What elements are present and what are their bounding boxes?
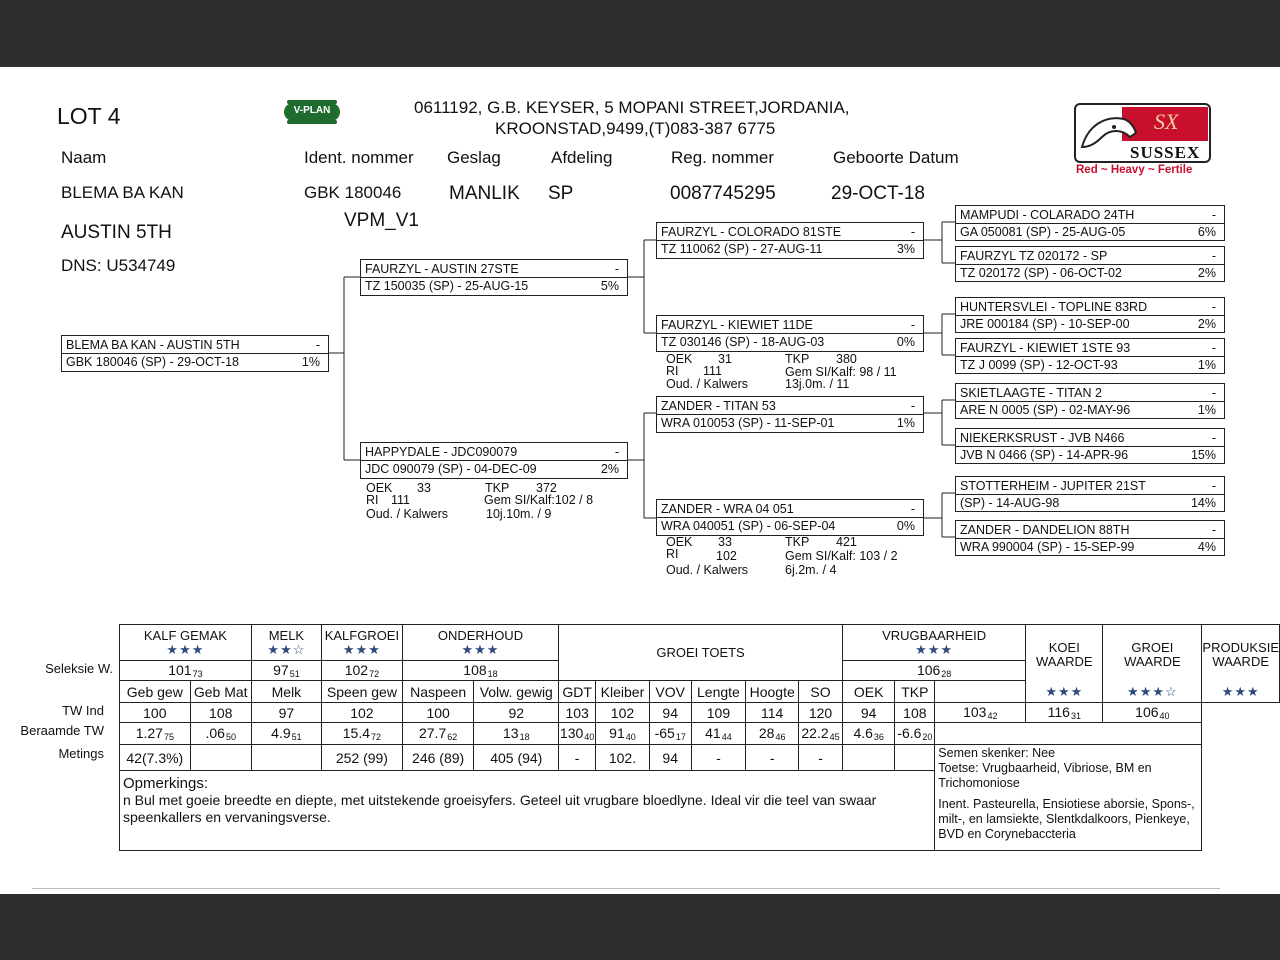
table-cell (895, 745, 935, 771)
index-label: PRODUKSIE WAARDE (1202, 640, 1279, 669)
percentage: 1% (1197, 403, 1216, 417)
col-header: OEK (842, 681, 894, 703)
accuracy: 36 (873, 732, 884, 742)
value: 91 (609, 725, 625, 741)
value-geslag: MANLIK (449, 183, 520, 204)
stat-value: 372 (536, 481, 557, 495)
value-geboorte-datum: 29-OCT-18 (831, 183, 925, 204)
animal-name: SKIETLAAGTE - TITAN 2 (960, 386, 1102, 400)
value: 108 (463, 662, 487, 678)
accuracy: 46 (775, 732, 786, 742)
accuracy: 40 (1159, 711, 1170, 721)
pedigree-dam-dam (656, 499, 924, 536)
group-groei-toets: GROEI TOETS (559, 625, 843, 681)
stat-label: TKP (785, 352, 810, 366)
table-cell: 94 (649, 703, 691, 723)
table-cell: 246 (89) (402, 745, 474, 771)
pedigree-dam-sire (656, 396, 924, 433)
stat-value: 111 (703, 364, 723, 378)
stat-label: RI (666, 364, 679, 378)
index-value-produksie (1103, 703, 1202, 723)
owner-address-line-1: 0611192, G.B. KEYSER, 5 MOPANI STREET,JORDANIA, (414, 98, 850, 117)
percentage: 1% (896, 416, 915, 430)
label-afdeling: Afdeling (551, 148, 613, 167)
animal-name: BLEMA BA KAN - AUSTIN 5TH (66, 338, 240, 352)
lot-number: LOT 4 (57, 103, 121, 129)
animal-id: WRA 040051 (SP) - 06-SEP-04 (661, 519, 836, 533)
accuracy: 51 (291, 732, 302, 742)
pedigree-dsd (955, 428, 1225, 464)
value-ident-nommer: GBK 180046 (304, 183, 402, 202)
index-value-koei (935, 703, 1026, 723)
accuracy: 75 (163, 732, 174, 742)
value: 4.6 (853, 725, 873, 741)
pedigree-ssd (955, 246, 1225, 282)
table-cell: 100 (402, 703, 474, 723)
value-reg-nommer: 0087745295 (670, 183, 776, 204)
value: 101 (168, 662, 192, 678)
table-cell (691, 723, 746, 745)
stat-value: 380 (836, 352, 857, 366)
tw-ind-row (120, 703, 1280, 723)
table-cell (746, 723, 799, 745)
stat-value: 111 (391, 493, 411, 507)
accuracy: 18 (519, 732, 530, 742)
col-header: Geb Mat (190, 681, 251, 703)
table-cell: - (746, 745, 799, 771)
table-cell (559, 723, 596, 745)
stat-value: 6j.2m. / 4 (785, 563, 837, 577)
value: 1.27 (135, 725, 163, 741)
accuracy: 62 (447, 732, 458, 742)
dash: - (1211, 386, 1216, 400)
index-value-groei (1026, 703, 1103, 723)
accuracy: 72 (369, 669, 380, 679)
table-cell: - (691, 745, 746, 771)
animal-name: FAURZYL - AUSTIN 27STE (365, 262, 519, 276)
animal-id: TZ 020172 (SP) - 06-OCT-02 (960, 266, 1122, 280)
col-header: Hoogte (746, 681, 799, 703)
pedigree-sire (360, 259, 628, 296)
seleksie-melk (251, 661, 321, 681)
empty-cell (935, 723, 1202, 745)
table-cell: 92 (474, 703, 559, 723)
metings-row (120, 745, 1280, 771)
table-cell: 252 (99) (321, 745, 402, 771)
value: 15.4 (342, 725, 371, 741)
value: 28 (758, 725, 775, 741)
row-label-tw-ind: TW Ind (62, 703, 104, 718)
table-cell (842, 745, 894, 771)
stat-label: OEK (666, 352, 693, 366)
star-rating-icon: ★★★ (915, 641, 954, 657)
stat-value: 421 (836, 535, 857, 549)
percentage: 5% (600, 279, 619, 293)
animal-id: JDC 090079 (SP) - 04-DEC-09 (365, 462, 537, 476)
dash: - (1211, 249, 1216, 263)
accuracy: 51 (289, 669, 300, 679)
label-naam: Naam (61, 148, 107, 167)
animal-id: TZ 030146 (SP) - 18-AUG-03 (661, 335, 825, 349)
label-geslag: Geslag (447, 148, 501, 167)
animal-name: HUNTERSVLEI - TOPLINE 83RD (960, 300, 1148, 314)
col-header: GDT (559, 681, 596, 703)
percentage: 4% (1197, 540, 1216, 554)
table-cell: 94 (842, 703, 894, 723)
stat-label: RI (366, 493, 379, 507)
accuracy: 73 (192, 669, 203, 679)
stat-label: Oud. / Kalwers (366, 507, 448, 521)
table-cell: 94 (649, 745, 691, 771)
value: 97 (273, 662, 289, 678)
percentage: 3% (896, 242, 915, 256)
table-cell (321, 723, 402, 745)
percentage: 1% (1197, 358, 1216, 372)
table-cell (895, 723, 935, 745)
animal-name: STOTTERHEIM - JUPITER 21ST (960, 479, 1146, 493)
table-cell (190, 745, 251, 771)
value: 106 (1135, 704, 1159, 720)
value: .06 (205, 725, 225, 741)
dash: - (614, 262, 619, 276)
sussex-wordmark: SUSSEX (1130, 143, 1201, 162)
stat-label: OEK (366, 481, 393, 495)
group-vrugbaarheid (842, 625, 1025, 661)
value: 106 (916, 662, 941, 678)
row-label-beraamde-tw: Beraamde TW (20, 723, 104, 738)
table-cell: 109 (691, 703, 746, 723)
pedigree-sire-sire (656, 222, 924, 259)
animal-id: GA 050081 (SP) - 25-AUG-05 (960, 225, 1126, 239)
star-rating-icon: ★★☆ (267, 641, 306, 657)
value: 13 (502, 725, 519, 741)
index-label: KOEI WAARDE (1036, 640, 1093, 669)
col-header: Geb gew (120, 681, 191, 703)
accuracy: 17 (675, 732, 686, 742)
table-cell (649, 723, 691, 745)
stat-label: TKP (485, 481, 510, 495)
table-cell: 114 (746, 703, 799, 723)
label-geboorte-datum: Geboorte Datum (833, 148, 959, 167)
pedigree-ddd (955, 520, 1225, 556)
index-produksie-waarde (1202, 625, 1280, 703)
group-label: MELK (268, 627, 305, 643)
animal-name: ZANDER - WRA 04 051 (661, 502, 794, 516)
animal-id: WRA 010053 (SP) - 11-SEP-01 (661, 416, 835, 430)
animal-id: (SP) - 14-AUG-98 (960, 496, 1060, 510)
dash: - (1211, 341, 1216, 355)
sussex-tagline: Red ~ Heavy ~ Fertile (1076, 164, 1193, 176)
pedigree-subject (61, 335, 329, 372)
col-header: Speen gew (321, 681, 402, 703)
value: 27.7 (418, 725, 447, 741)
percentage: 6% (1197, 225, 1216, 239)
remarks-cell (120, 771, 935, 851)
col-header: Naspeen (402, 681, 474, 703)
percentage: 1% (301, 355, 320, 369)
health-notes (935, 745, 1202, 851)
table-cell (799, 723, 843, 745)
pedigree-dss (955, 383, 1225, 419)
value: 103 (963, 704, 987, 720)
percentage: 2% (1197, 266, 1216, 280)
pedigree-sss (955, 205, 1225, 241)
table-cell (251, 723, 321, 745)
value-dns: DNS: U534749 (61, 256, 176, 275)
animal-name: ZANDER - DANDELION 88TH (960, 523, 1130, 537)
beraamde-tw-row (120, 723, 1280, 745)
v-plan-label: V-PLAN (293, 105, 331, 116)
group-label: VRUGBAARHEID (882, 627, 987, 643)
evaluation-table (119, 624, 1280, 851)
stat-value: Gem SI/Kalf: 103 / 2 (785, 549, 898, 563)
percentage: 14% (1190, 496, 1216, 510)
star-rating-icon: ★★★ (166, 641, 205, 657)
table-cell: 405 (94) (474, 745, 559, 771)
dash: - (910, 502, 915, 516)
table-cell: 102 (596, 703, 650, 723)
dash: - (910, 399, 915, 413)
group-label: KALF GEMAK (143, 627, 227, 643)
pedigree-sdd (955, 338, 1225, 374)
accuracy: 45 (829, 732, 840, 742)
table-cell (596, 723, 650, 745)
col-header: Lengte (691, 681, 746, 703)
label-reg-nommer: Reg. nommer (671, 148, 774, 167)
animal-name: NIEKERKSRUST - JVB N466 (960, 431, 1125, 445)
group-melk (251, 625, 321, 661)
value-name-2: AUSTIN 5TH (61, 222, 172, 243)
value: -6.6 (897, 725, 922, 741)
value: 116 (1047, 704, 1070, 720)
accuracy: 50 (225, 732, 236, 742)
table-cell (402, 723, 474, 745)
stat-value: 13j.0m. / 11 (785, 377, 850, 391)
stat-label: OEK (666, 535, 693, 549)
table-cell: - (799, 745, 843, 771)
table-cell (120, 723, 191, 745)
value: 102 (344, 662, 369, 678)
animal-id: TZ 150035 (SP) - 25-AUG-15 (365, 279, 529, 293)
group-kalfgroei (321, 625, 402, 661)
dash: - (1211, 431, 1216, 445)
index-koei-waarde (1026, 625, 1103, 703)
stat-label: RI (666, 547, 679, 561)
seleksie-kalf-gemak (120, 661, 252, 681)
star-rating-icon: ★★★☆ (1127, 684, 1178, 699)
animal-id: WRA 990004 (SP) - 15-SEP-99 (960, 540, 1135, 554)
dash: - (1211, 479, 1216, 493)
animal-name: FAURZYL - KIEWIET 11DE (661, 318, 813, 332)
sx-mark: SX (1154, 109, 1179, 134)
tests: Toetse: Vrugbaarheid, Vibriose, BM en Trichomoniose (938, 761, 1152, 790)
table-cell: 97 (251, 703, 321, 723)
seleksie-vrugbaarheid (842, 661, 1025, 681)
star-rating-icon: ★★★ (1221, 684, 1260, 699)
table-cell (474, 723, 559, 745)
group-label: KALFGROEI (324, 627, 400, 643)
animal-id: JVB N 0466 (SP) - 14-APR-96 (960, 448, 1129, 462)
accuracy: 28 (941, 669, 952, 679)
animal-id: TZ J 0099 (SP) - 12-OCT-93 (960, 358, 1118, 372)
remarks-title: Opmerkings: (123, 775, 209, 792)
table-cell: 42(7.3%) (120, 745, 191, 771)
dash: - (910, 318, 915, 332)
stat-value: 33 (417, 481, 431, 495)
animal-name: HAPPYDALE - JDC090079 (365, 445, 518, 459)
animal-id: GBK 180046 (SP) - 29-OCT-18 (66, 355, 239, 369)
dash: - (1211, 523, 1216, 537)
percentage: 15% (1190, 448, 1216, 462)
seleksie-onderhoud (402, 661, 558, 681)
accuracy: 42 (987, 711, 998, 721)
table-cell: - (559, 745, 596, 771)
col-header: Kleiber (596, 681, 650, 703)
vaccinations: Inent. Pasteurella, Ensiotiese aborsie, Spons-, milt-, en lamsiekte, Slentkdalkoors, Pienkeye, BVD en Corynebaccteria (938, 797, 1195, 841)
accuracy: 40 (625, 732, 636, 742)
star-rating-icon: ★★★ (342, 641, 381, 657)
accuracy: 44 (721, 732, 732, 742)
table-cell: 102 (321, 703, 402, 723)
index-groei-waarde (1103, 625, 1202, 703)
accuracy: 31 (1070, 711, 1081, 721)
animal-name: FAURZYL - COLORADO 81STE (661, 225, 842, 239)
table-cell: 100 (120, 703, 191, 723)
animal-name: MAMPUDI - COLARADO 24TH (960, 208, 1135, 222)
table-cell: 102. (596, 745, 650, 771)
pedigree-dam (360, 442, 628, 479)
group-label: ONDERHOUD (437, 627, 524, 643)
table-cell (190, 723, 251, 745)
col-header: VOV (649, 681, 691, 703)
value: 41 (705, 725, 721, 741)
col-header: TKP (895, 681, 935, 703)
star-rating-icon: ★★★ (461, 641, 500, 657)
remarks-line-1: n Bul met goeie breedte en diepte, met uitstekende groeisyfers. Geteel uit vrugbare bloedlyne. Ideal vir die teel van swaar (123, 792, 877, 808)
remarks-line-2: speenkallers en vervaningsverse. (123, 809, 331, 825)
value: -65 (654, 725, 675, 741)
pedigree-dds (955, 476, 1225, 512)
stat-value: 33 (718, 535, 732, 549)
value: 4.9 (271, 725, 291, 741)
table-cell: 120 (799, 703, 843, 723)
col-header: Melk (251, 681, 321, 703)
row-label-seleksie: Seleksie W. (45, 661, 113, 676)
index-label: GROEI WAARDE (1124, 640, 1181, 669)
animal-id: JRE 000184 (SP) - 10-SEP-00 (960, 317, 1130, 331)
col-header: SO (799, 681, 843, 703)
animal-id: ARE N 0005 (SP) - 02-MAY-96 (960, 403, 1131, 417)
label-ident-nommer: Ident. nommer (304, 148, 414, 167)
stat-label: Oud. / Kalwers (666, 377, 748, 391)
dash: - (910, 225, 915, 239)
animal-name: FAURZYL TZ 020172 - SP (960, 249, 1108, 263)
semen-donor: Semen skenker: Nee (938, 746, 1056, 760)
value: 130 (559, 725, 584, 741)
table-cell (842, 723, 894, 745)
owner-address-line-2: KROONSTAD,9499,(T)083-387 6775 (495, 119, 776, 138)
value-vpm: VPM_V1 (344, 210, 419, 231)
percentage: 2% (600, 462, 619, 476)
dash: - (315, 338, 320, 352)
dash: - (614, 445, 619, 459)
animal-id: TZ 110062 (SP) - 27-AUG-11 (661, 242, 823, 256)
table-cell: 108 (190, 703, 251, 723)
accuracy: 72 (371, 732, 382, 742)
row-label-metings: Metings (58, 746, 104, 761)
group-onderhoud (402, 625, 558, 661)
percentage: 2% (1197, 317, 1216, 331)
stat-label: Oud. / Kalwers (666, 563, 748, 577)
percentage: 0% (896, 335, 915, 349)
accuracy: 40 (584, 732, 595, 742)
col-header: Volw. gewig (474, 681, 559, 703)
pedigree-sds (955, 297, 1225, 333)
dash: - (1211, 208, 1216, 222)
group-kalf-gemak (120, 625, 252, 661)
pedigree-sire-dam (656, 315, 924, 352)
stat-value: 31 (718, 352, 732, 366)
stat-value: Gem SI/Kalf:102 / 8 (484, 493, 594, 507)
percentage: 0% (896, 519, 915, 533)
table-cell (251, 745, 321, 771)
animal-name: FAURZYL - KIEWIET 1STE 93 (960, 341, 1131, 355)
dash: - (1211, 300, 1216, 314)
stat-value: Gem SI/Kalf: 98 / 11 (785, 365, 897, 379)
value: 22.2 (801, 725, 829, 741)
table-cell: 103 (559, 703, 596, 723)
animal-name: ZANDER - TITAN 53 (661, 399, 776, 413)
accuracy: 20 (922, 732, 933, 742)
value-afdeling: SP (548, 183, 574, 204)
seleksie-kalfgroei (321, 661, 402, 681)
table-cell: 108 (895, 703, 935, 723)
stat-value: 102 (716, 549, 737, 563)
accuracy: 18 (487, 669, 498, 679)
value-naam: BLEMA BA KAN (61, 183, 184, 202)
star-rating-icon: ★★★ (1045, 684, 1084, 699)
stat-value: 10j.10m. / 9 (486, 507, 552, 521)
stat-label: TKP (785, 535, 810, 549)
